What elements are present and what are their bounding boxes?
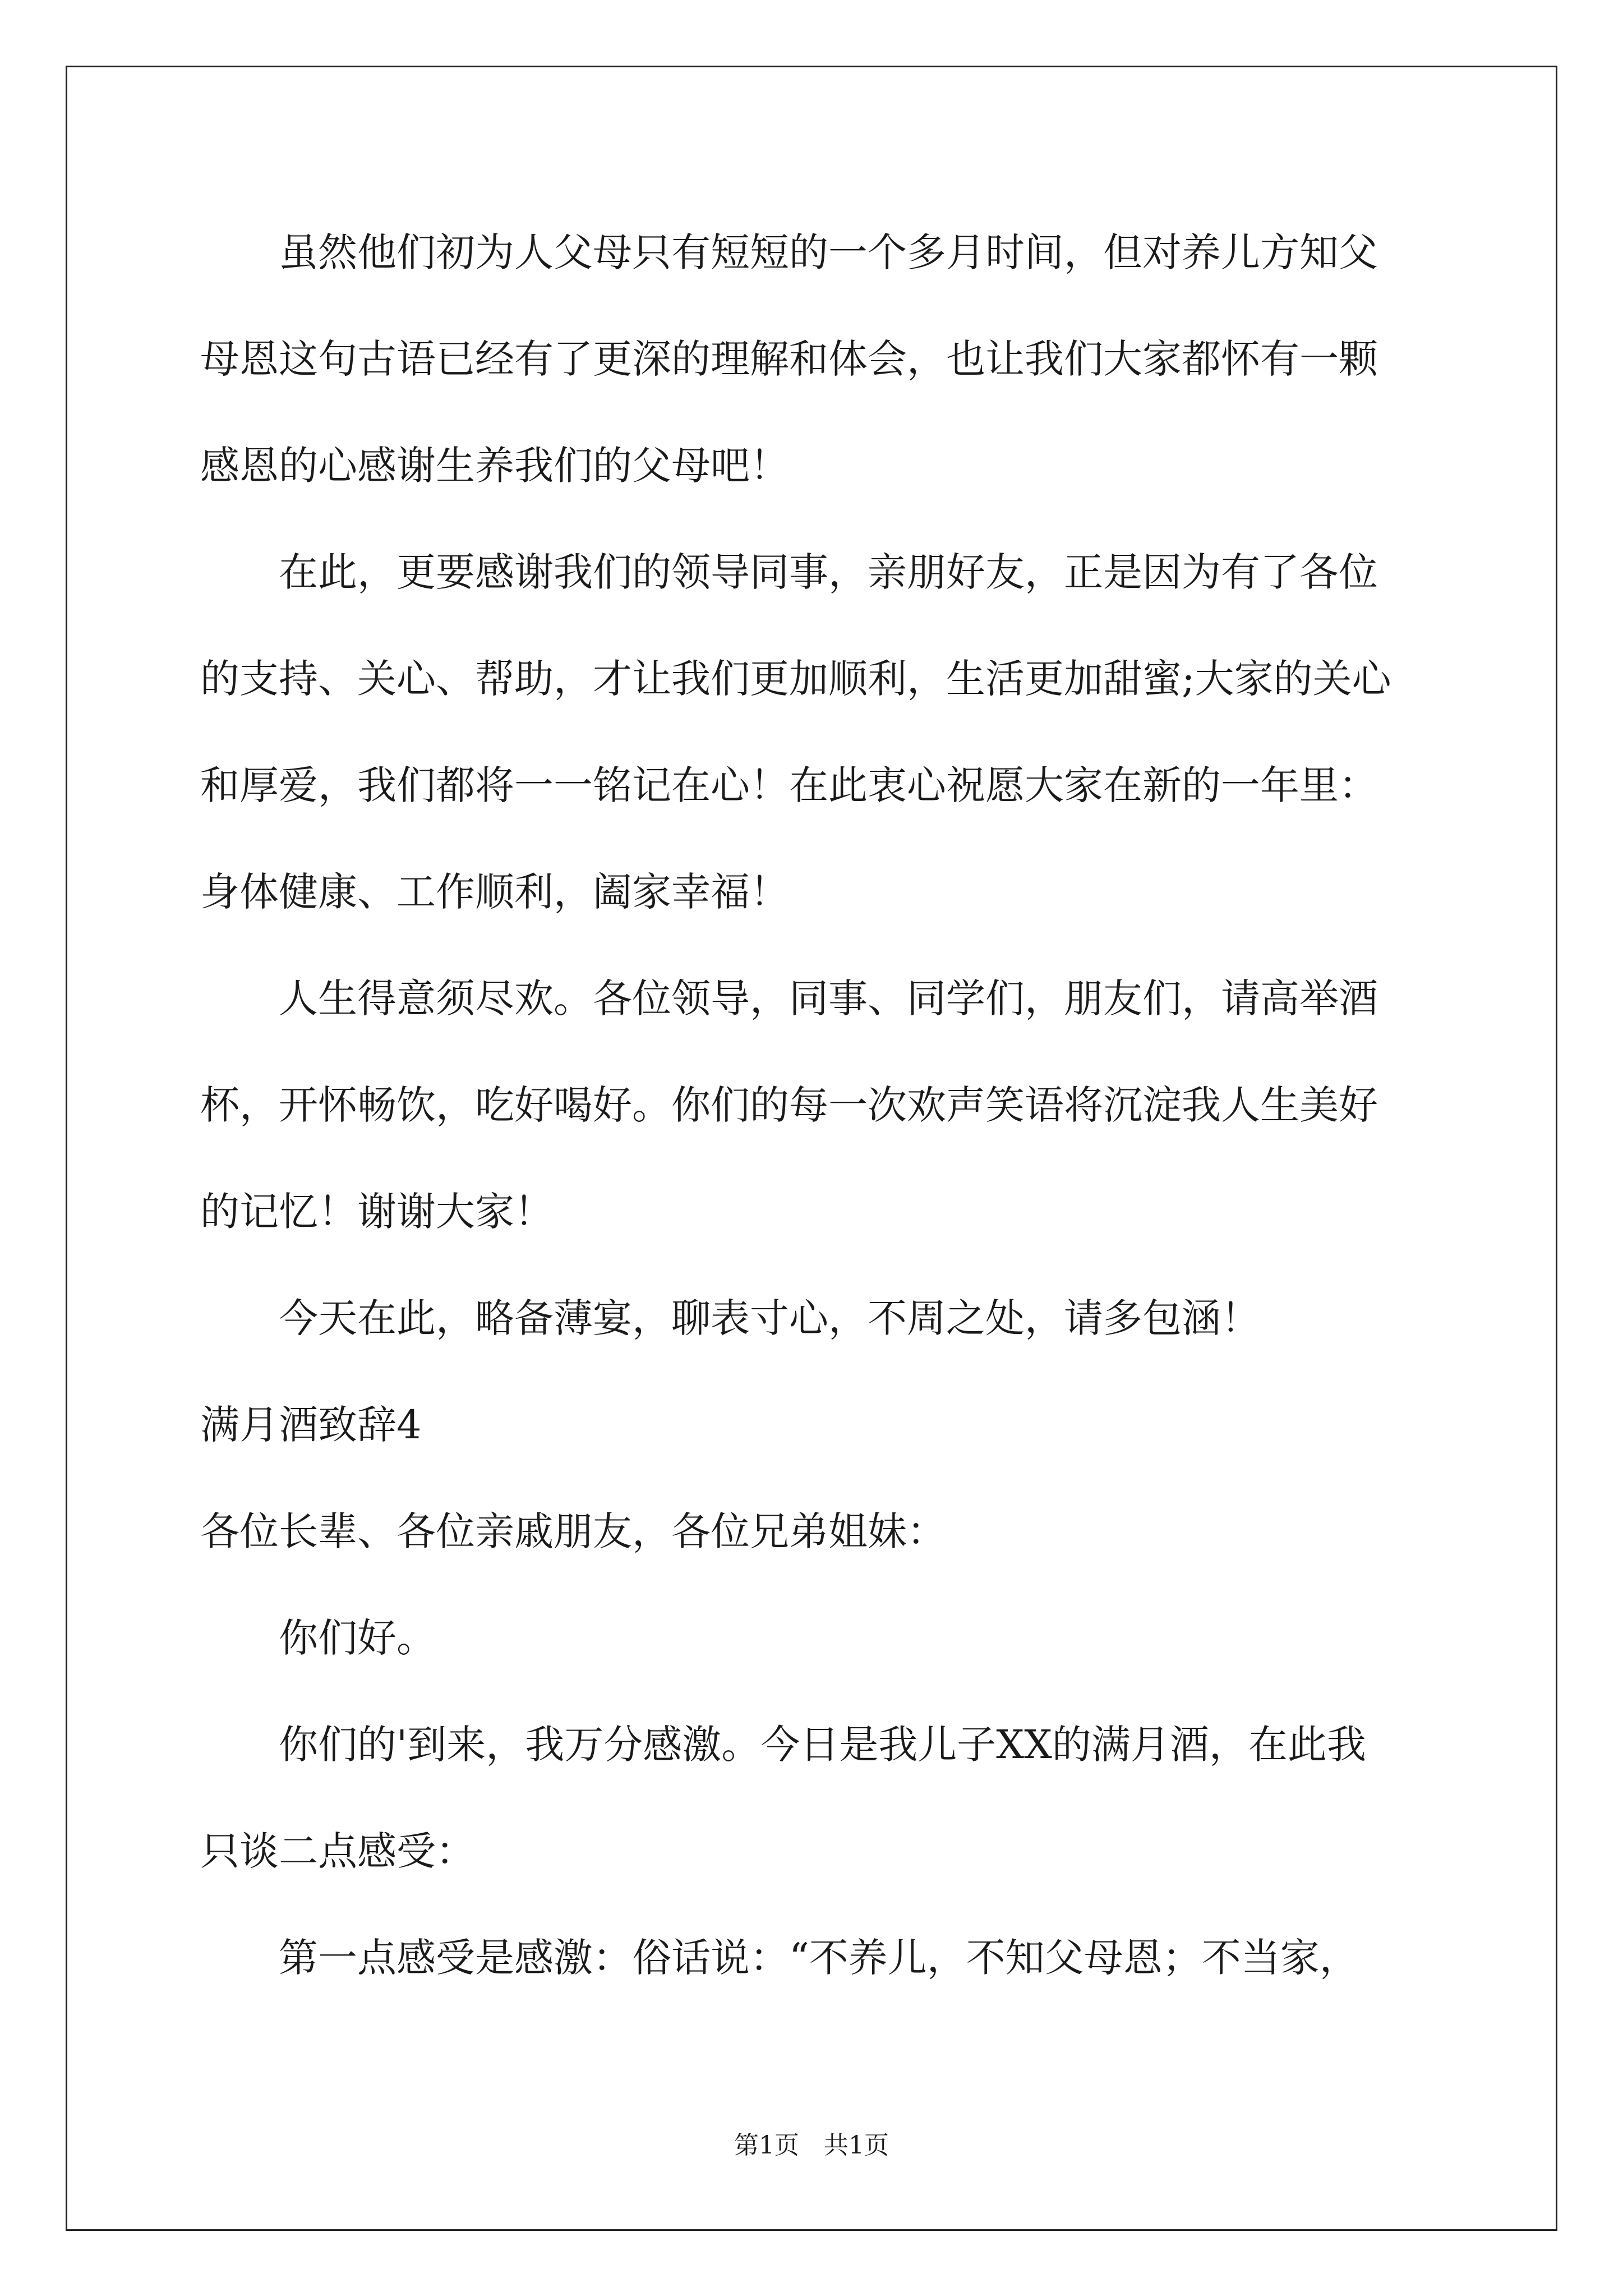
text-line: 的支持、关心、帮助，才让我们更加顺利，生活更加甜蜜;大家的关心 [200,656,1391,702]
text-line: 和厚爱，我们都将一一铭记在心！在此衷心祝愿大家在新的一年里： [200,762,1378,808]
text-line: 只谈二点感受： [200,1828,475,1874]
text-line: 感恩的心感谢生养我们的父母吧！ [200,443,789,489]
text-line: 今天在此，略备薄宴，聊表寸心，不周之处，请多包涵！ [200,1295,1260,1341]
text-line: 母恩这句古语已经有了更深的理解和体会，也让我们大家都怀有一颗 [200,336,1378,382]
text-line: 的记忆！谢谢大家！ [200,1189,554,1235]
text-line: 你们好。 [200,1615,436,1661]
text-line: 你们的'到来，我万分感激。今日是我儿子XX的满月酒，在此我 [200,1722,1366,1768]
text-line: 杯，开怀畅饮，吃好喝好。你们的每一次欢声笑语将沉淀我人生美好 [200,1082,1378,1128]
text-line: 虽然他们初为人父母只有短短的一个多月时间，但对养儿方知父 [200,229,1378,275]
page-frame [66,66,1557,2231]
salutation: 各位长辈、各位亲戚朋友，各位兄弟姐妹： [200,1508,946,1554]
section-heading: 满月酒致辞4 [200,1402,422,1448]
text-line: 身体健康、工作顺利，阖家幸福！ [200,869,789,915]
text-line: 人生得意须尽欢。各位领导，同事、同学们，朋友们，请高举酒 [200,976,1378,1022]
page-footer: 第1页 共1页 [734,2131,889,2160]
text-line: 在此，更要感谢我们的领导同事，亲朋好友，正是因为有了各位 [200,549,1378,595]
text-line: 第一点感受是感激：俗话说：“不养儿，不知父母恩；不当家， [200,1935,1359,1981]
